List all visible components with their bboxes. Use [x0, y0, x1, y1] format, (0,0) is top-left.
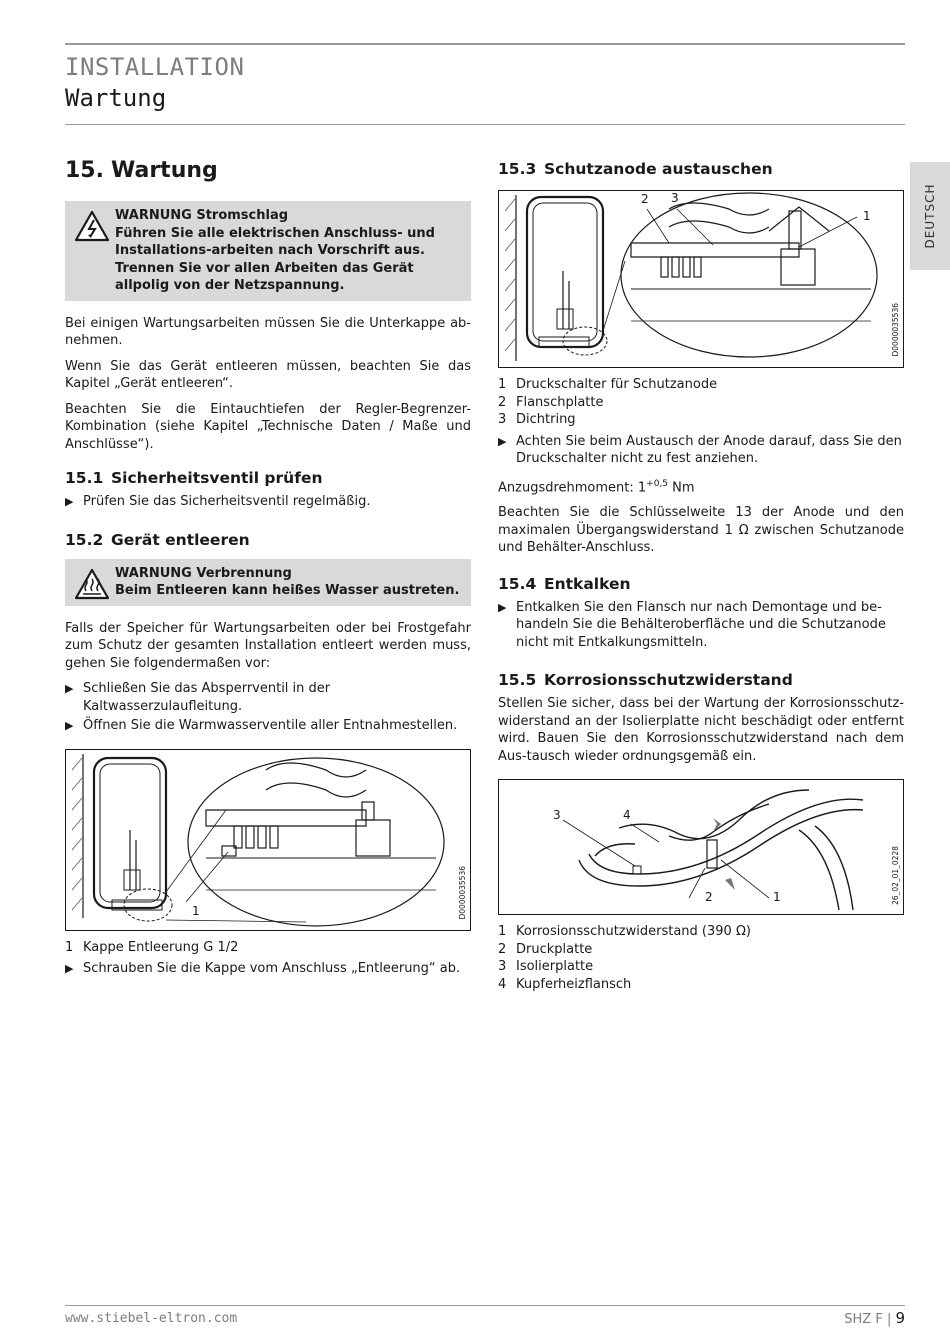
- figure-callout: 2: [641, 192, 649, 206]
- legend-number: 2: [498, 941, 507, 957]
- electric-hazard-icon: [69, 207, 115, 295]
- paragraph: Stellen Sie sicher, dass bei der Wartung der Korrosionsschutz-widerstand an der Isolierplatte nicht beschädigt oder entfernt wird. Bauen Sie den Korrosionsschutzwiderstand nach dem Aus-tausch wieder ordnungsgemäß ein.: [498, 696, 904, 764]
- legend-number: 1: [65, 939, 74, 955]
- section-heading-15-5: [498, 671, 904, 689]
- legend-text: Isolierplatte: [516, 959, 594, 975]
- instruction-step: [65, 717, 471, 735]
- section-heading-15-2: [65, 531, 471, 549]
- torque-text: Anzugsdrehmoment: 1: [498, 479, 647, 495]
- drain-cap-drawing: [66, 750, 470, 930]
- section-heading-text: Gerät entleeren: [111, 530, 250, 549]
- section-number: 15.4: [498, 574, 537, 593]
- legend-number: 4: [498, 976, 507, 992]
- step-text: Achten Sie beim Austausch der Anode darauf, dass Sie den Druckschalter nicht zu fest anziehen.: [516, 433, 902, 466]
- language-tab: [910, 162, 950, 270]
- section-number: 15.5: [498, 671, 537, 690]
- section-heading-text: Entkalken: [544, 574, 631, 593]
- figure-callout: 3: [671, 191, 679, 205]
- torque-value: [498, 476, 904, 497]
- figure-callout: 3: [553, 808, 561, 823]
- figure-callout: 1: [863, 209, 871, 223]
- legend-item: [498, 394, 904, 412]
- section-heading-15-4: [498, 575, 904, 593]
- legend-item: [498, 411, 904, 429]
- warning-title: WARNUNG Stromschlag: [115, 208, 289, 223]
- left-column: [65, 158, 471, 980]
- section-number: 15.3: [498, 160, 537, 178]
- legend-number: 2: [498, 394, 507, 410]
- instruction-step: [65, 493, 471, 511]
- instruction-step: [65, 680, 471, 715]
- legend-text: Druckplatte: [516, 941, 593, 957]
- section-heading-text: Sicherheitsventil prüfen: [111, 469, 323, 487]
- legend-text: Kupferheizflansch: [516, 976, 632, 992]
- footer-model: SHZ F |: [844, 1312, 896, 1327]
- header-top-rule: [65, 43, 905, 45]
- figure-callout: 2: [705, 890, 713, 905]
- right-column: [498, 158, 904, 997]
- paragraph: Wenn Sie das Gerät entleeren müssen, beachten Sie das Kapitel „Gerät entleeren“.: [65, 358, 471, 391]
- triangle-bullet-icon: ▶: [65, 962, 74, 975]
- warning-title: WARNUNG Verbrennung: [115, 565, 292, 581]
- figure-corrosion-resistor: [498, 779, 904, 915]
- step-text: Schließen Sie das Absperrventil in der Kaltwasserzulaufleitung.: [83, 681, 331, 714]
- paragraph: Beachten Sie die Schlüsselweite 13 der Anode und den maximalen Übergangswiderstand 1 Ω zwischen Schutzanode und Behälter-Anschluss.: [498, 505, 904, 556]
- step-text: Prüfen Sie das Sicherheitsventil regelmäßig.: [83, 494, 371, 509]
- legend-number: 3: [498, 412, 507, 427]
- figure-anode: [498, 190, 904, 368]
- step-text: Schrauben Sie die Kappe vom Anschluss „Entleerung“ ab.: [83, 961, 461, 976]
- language-tab-label: DEUTSCH: [923, 183, 937, 249]
- legend-number: 1: [498, 924, 507, 940]
- legend-item: [65, 939, 471, 957]
- instruction-step: [498, 599, 904, 652]
- figure-code: D0000035536: [891, 303, 900, 357]
- figure-callout: 1: [773, 890, 781, 905]
- legend-item: [498, 976, 904, 994]
- section-heading-15-1: [65, 469, 471, 487]
- section-heading-text: Schutzanode austauschen: [544, 160, 773, 178]
- legend-text: Korrosionsschutzwiderstand (390 Ω): [516, 924, 751, 940]
- chapter-number: 15.: [65, 158, 104, 183]
- legend-text: Druckschalter für Schutzanode: [516, 377, 718, 392]
- section-number: 15.2: [65, 530, 104, 549]
- legend-item: [498, 941, 904, 959]
- legend-text: Kappe Entleerung G 1/2: [83, 939, 239, 955]
- warning-line: Trennen Sie vor allen Arbeiten das Gerät allpolig von der Netzspannung.: [115, 260, 414, 293]
- step-text: Öffnen Sie die Warmwasserventile aller Entnahmestellen.: [83, 718, 458, 733]
- corrosion-resistor-drawing: [499, 780, 903, 914]
- chapter-heading: [65, 158, 471, 183]
- warning-burn: [65, 559, 471, 606]
- warning-line: Beim Entleeren kann heißes Wasser austreten.: [115, 583, 460, 598]
- step-text: Entkalken Sie den Flansch nur nach Demontage und be-handeln Sie die Behälteroberfläche und die Schutzanode nicht mit Entkalkungsmitteln.: [516, 599, 886, 650]
- hot-surface-icon: [69, 565, 115, 600]
- figure-code: 26_02_01_0228: [891, 846, 900, 906]
- torque-tolerance: +0,5: [646, 478, 669, 489]
- footer-url[interactable]: www.stiebel-eltron.com: [65, 1311, 238, 1326]
- triangle-bullet-icon: ▶: [65, 682, 74, 695]
- legend-item: [498, 376, 904, 394]
- figure-drain-cap: [65, 749, 471, 931]
- chapter-heading-text: Wartung: [111, 158, 218, 183]
- header-bottom-rule: [65, 124, 905, 125]
- legend-number: 1: [498, 377, 507, 392]
- figure-callout: 4: [623, 808, 631, 823]
- legend-number: 3: [498, 959, 507, 975]
- legend-text: Flanschplatte: [516, 394, 604, 410]
- figure-code: D0000035536: [458, 865, 467, 919]
- chapter-title: INSTALLATION: [65, 53, 245, 81]
- section-heading-text: Korrosionsschutzwiderstand: [544, 671, 793, 690]
- footer-rule: [65, 1305, 905, 1306]
- figure-legend: [498, 923, 904, 993]
- anode-drawing: [499, 191, 903, 367]
- figure-callout: 1: [192, 903, 200, 918]
- legend-text: Dichtring: [516, 412, 576, 427]
- paragraph: Bei einigen Wartungsarbeiten müssen Sie die Unterkappe ab-nehmen.: [65, 315, 471, 348]
- figure-legend: [65, 939, 471, 957]
- paragraph: Beachten Sie die Eintauchtiefen der Regler-Begrenzer-Kombination (siehe Kapitel „Technische Daten / Maße und Anschlüsse“).: [65, 401, 471, 452]
- legend-item: [498, 958, 904, 976]
- triangle-bullet-icon: ▶: [498, 434, 507, 448]
- instruction-step: [65, 960, 471, 978]
- footer-page-ref: [844, 1309, 905, 1327]
- instruction-step: [498, 433, 904, 468]
- warning-line: Führen Sie alle elektrischen Anschluss- und Installations-arbeiten nach Vorschrift aus.: [115, 225, 435, 258]
- triangle-bullet-icon: ▶: [498, 600, 507, 614]
- section-title: Wartung: [65, 84, 167, 112]
- torque-unit: Nm: [668, 479, 695, 495]
- section-heading-15-3: [498, 160, 904, 178]
- figure-legend: [498, 376, 904, 429]
- section-number: 15.1: [65, 469, 104, 487]
- warning-electric-shock: [65, 201, 471, 301]
- page-number: 9: [895, 1309, 905, 1327]
- legend-item: [498, 923, 904, 941]
- triangle-bullet-icon: ▶: [65, 495, 74, 508]
- paragraph: Falls der Speicher für Wartungsarbeiten oder bei Frostgefahr zum Schutz der gesamten Installation entleert werden muss, gehen Sie folgendermaßen vor:: [65, 620, 471, 671]
- triangle-bullet-icon: ▶: [65, 719, 74, 732]
